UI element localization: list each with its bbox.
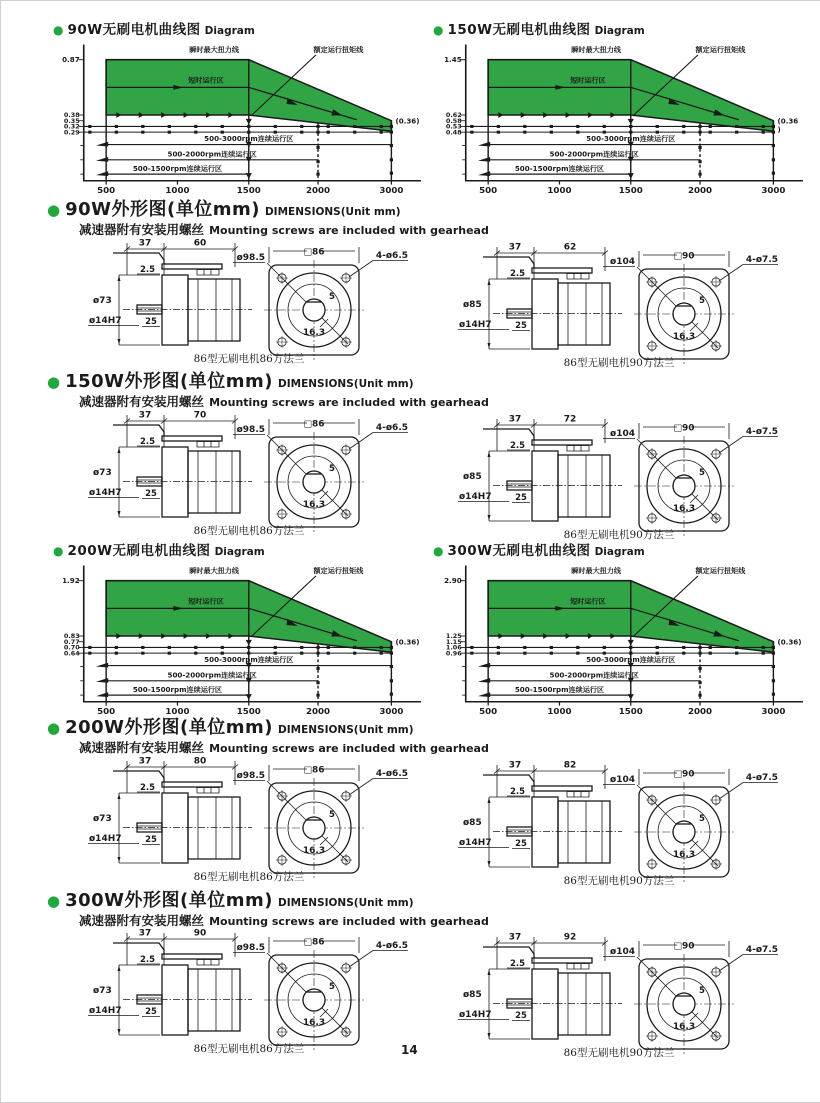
svg-text:4-ø6.5: 4-ø6.5	[375, 251, 408, 261]
svg-text:ø14H7: ø14H7	[459, 838, 492, 848]
heading-dims-150w	[47, 367, 414, 393]
svg-text:0.32: 0.32	[63, 123, 80, 131]
svg-text:短时运行区: 短时运行区	[570, 597, 606, 606]
svg-text:16.3: 16.3	[302, 500, 326, 510]
svg-text:2.5: 2.5	[139, 783, 155, 793]
bullet-icon: ●	[433, 23, 444, 37]
dims-300w-flange86	[67, 923, 412, 1059]
svg-text:25: 25	[145, 1007, 157, 1017]
heading-en: DIMENSIONS(Unit mm)	[278, 897, 414, 909]
svg-text:37: 37	[138, 756, 152, 767]
svg-text:2.5: 2.5	[509, 441, 525, 451]
svg-text:0.96: 0.96	[445, 650, 462, 658]
svg-text:3000: 3000	[379, 185, 404, 196]
svg-text:ø14H7: ø14H7	[89, 488, 122, 498]
svg-text:25: 25	[515, 1011, 527, 1021]
svg-text:2000: 2000	[688, 185, 713, 196]
svg-text:62: 62	[563, 242, 577, 253]
svg-text:86型无刷电机86方法兰: 86型无刷电机86方法兰	[193, 525, 305, 537]
svg-text:4-ø6.5: 4-ø6.5	[375, 941, 408, 951]
svg-text:): )	[777, 126, 781, 135]
svg-text:ø104: ø104	[610, 947, 635, 957]
bullet-icon: ●	[433, 544, 444, 558]
svg-text:500-3000rpm连续运行区: 500-3000rpm连续运行区	[586, 135, 676, 144]
svg-text:0.38: 0.38	[63, 112, 80, 120]
svg-text:3000: 3000	[761, 706, 786, 717]
svg-text:0.29: 0.29	[63, 129, 80, 137]
svg-text:1000: 1000	[165, 185, 190, 196]
svg-text:(0.36: (0.36	[777, 117, 799, 126]
svg-text:0.83: 0.83	[63, 633, 80, 641]
svg-text:1500: 1500	[618, 706, 643, 717]
svg-text:瞬时最大扭力线: 瞬时最大扭力线	[189, 567, 240, 576]
svg-text:4-ø7.5: 4-ø7.5	[745, 945, 778, 955]
svg-text:500-1500rpm连续运行区: 500-1500rpm连续运行区	[132, 164, 223, 173]
subtitle-en: Mounting screws are included with gearhead	[209, 742, 489, 755]
svg-text:500-3000rpm连续运行区: 500-3000rpm连续运行区	[204, 656, 294, 665]
svg-text:86型无刷电机90方法兰: 86型无刷电机90方法兰	[563, 875, 675, 887]
bullet-icon: ●	[47, 201, 61, 219]
svg-text:瞬时最大扭力线: 瞬时最大扭力线	[189, 46, 240, 55]
svg-text:ø85: ø85	[463, 990, 482, 1000]
svg-text:(0.36): (0.36)	[395, 117, 420, 126]
svg-text:□90: □90	[673, 423, 695, 434]
svg-text:(0.36): (0.36)	[777, 638, 802, 647]
svg-text:□86: □86	[303, 419, 325, 430]
heading-en: DIMENSIONS(Unit mm)	[264, 206, 401, 218]
svg-text:86型无刷电机90方法兰: 86型无刷电机90方法兰	[563, 1047, 675, 1059]
svg-text:0.62: 0.62	[445, 112, 462, 120]
svg-text:1.25: 1.25	[445, 633, 462, 641]
svg-text:0.35: 0.35	[63, 118, 80, 125]
heading-cn: 90W外形图(单位mm)	[65, 199, 260, 220]
dims-200w-flange86	[67, 751, 412, 887]
svg-text:4-ø7.5: 4-ø7.5	[745, 773, 778, 783]
svg-text:16.3: 16.3	[672, 504, 696, 514]
dims-90w-flange90	[437, 237, 782, 373]
svg-text:72: 72	[563, 414, 577, 425]
svg-text:ø14H7: ø14H7	[89, 316, 122, 326]
svg-text:ø14H7: ø14H7	[89, 1006, 122, 1016]
svg-text:□86: □86	[303, 765, 325, 776]
dims-150w-flange86	[67, 405, 412, 541]
dimension-drawing	[437, 409, 782, 541]
svg-text:25: 25	[145, 489, 157, 499]
svg-text:500-1500rpm连续运行区: 500-1500rpm连续运行区	[514, 164, 605, 173]
dimension-drawing	[67, 751, 412, 883]
svg-text:1000: 1000	[547, 185, 572, 196]
torque-speed-chart	[43, 554, 425, 718]
svg-text:2.90: 2.90	[444, 577, 462, 586]
svg-text:短时运行区: 短时运行区	[188, 76, 224, 85]
dims-300w-flange90	[437, 927, 782, 1063]
dimension-drawing	[67, 923, 412, 1055]
svg-text:500-3000rpm连续运行区: 500-3000rpm连续运行区	[586, 656, 676, 665]
svg-text:86型无刷电机90方法兰: 86型无刷电机90方法兰	[563, 529, 675, 541]
svg-text:37: 37	[508, 242, 522, 253]
svg-text:ø98.5: ø98.5	[236, 253, 265, 263]
svg-text:2000: 2000	[688, 706, 713, 717]
svg-text:25: 25	[515, 493, 527, 503]
svg-text:(0.36): (0.36)	[395, 638, 420, 647]
subtitle-cn: 减速器附有安装用螺丝	[79, 222, 205, 237]
heading-dims-90w	[47, 195, 401, 221]
svg-text:2.5: 2.5	[139, 265, 155, 275]
dims-200w-flange90	[437, 755, 782, 891]
dimension-drawing	[437, 755, 782, 887]
svg-text:25: 25	[515, 839, 527, 849]
svg-text:3000: 3000	[761, 185, 786, 196]
subtitle-en: Mounting screws are included with gearhead	[209, 396, 489, 409]
svg-text:500-2000rpm连续运行区: 500-2000rpm连续运行区	[167, 150, 257, 159]
svg-text:ø73: ø73	[93, 986, 112, 996]
svg-text:0.48: 0.48	[445, 129, 462, 137]
svg-text:1.15: 1.15	[445, 639, 462, 646]
svg-text:ø98.5: ø98.5	[236, 943, 265, 953]
svg-text:500: 500	[97, 706, 116, 717]
svg-text:70: 70	[193, 410, 207, 421]
subtitle-cn: 减速器附有安装用螺丝	[79, 913, 205, 928]
svg-text:2.5: 2.5	[509, 269, 525, 279]
svg-text:ø104: ø104	[610, 429, 635, 439]
svg-text:37: 37	[138, 238, 152, 249]
dimension-drawing	[437, 237, 782, 369]
curve-chart-200w	[43, 554, 425, 722]
subtitle-cn: 减速器附有安装用螺丝	[79, 394, 205, 409]
heading-en: DIMENSIONS(Unit mm)	[278, 378, 414, 390]
svg-text:0.87: 0.87	[62, 56, 80, 65]
svg-text:37: 37	[508, 932, 522, 943]
svg-text:瞬时最大扭力线: 瞬时最大扭力线	[571, 46, 622, 55]
bullet-icon: ●	[47, 719, 61, 737]
svg-text:37: 37	[138, 928, 152, 939]
svg-text:25: 25	[145, 317, 157, 327]
svg-text:500: 500	[479, 706, 498, 717]
svg-text:5: 5	[699, 468, 705, 478]
svg-text:0.64: 0.64	[63, 650, 80, 658]
svg-text:90: 90	[193, 928, 207, 939]
heading-dims-300w	[47, 886, 414, 912]
svg-text:短时运行区: 短时运行区	[188, 597, 224, 606]
heading-cn: 200W外形图(单位mm)	[65, 717, 273, 738]
svg-text:短时运行区: 短时运行区	[570, 76, 606, 85]
svg-text:37: 37	[508, 760, 522, 771]
dims-90w-flange86	[67, 233, 412, 369]
svg-text:0.77: 0.77	[63, 639, 80, 646]
svg-text:500-1500rpm连续运行区: 500-1500rpm连续运行区	[514, 685, 605, 694]
svg-text:ø85: ø85	[463, 300, 482, 310]
svg-text:1.06: 1.06	[445, 644, 462, 652]
svg-text:2000: 2000	[306, 185, 331, 196]
heading-dims-200w	[47, 713, 414, 739]
svg-text:ø14H7: ø14H7	[459, 320, 492, 330]
dimension-drawing	[67, 405, 412, 537]
svg-text:4-ø6.5: 4-ø6.5	[375, 423, 408, 433]
svg-text:1.92: 1.92	[62, 577, 80, 586]
svg-text:1000: 1000	[165, 706, 190, 717]
heading-en: Diagram	[204, 25, 255, 37]
svg-text:2.5: 2.5	[509, 959, 525, 969]
svg-text:0.53: 0.53	[445, 123, 462, 131]
svg-text:16.3: 16.3	[302, 328, 326, 338]
heading-en: Diagram	[594, 25, 645, 37]
torque-speed-chart	[425, 554, 807, 718]
svg-text:86型无刷电机90方法兰: 86型无刷电机90方法兰	[563, 357, 675, 369]
svg-text:1.45: 1.45	[444, 56, 462, 65]
svg-text:5: 5	[699, 296, 705, 306]
svg-text:16.3: 16.3	[672, 1022, 696, 1032]
svg-text:0.70: 0.70	[63, 644, 80, 652]
heading-cn: 90W无刷电机曲线图	[67, 22, 201, 38]
svg-text:ø85: ø85	[463, 818, 482, 828]
svg-text:额定运行扭矩线: 额定运行扭矩线	[695, 567, 746, 576]
heading-cn: 150W外形图(单位mm)	[65, 371, 273, 392]
svg-text:额定运行扭矩线: 额定运行扭矩线	[313, 567, 364, 576]
svg-text:500-2000rpm连续运行区: 500-2000rpm连续运行区	[167, 671, 257, 680]
heading-en: Diagram	[214, 546, 265, 558]
heading-cn: 300W外形图(单位mm)	[65, 890, 273, 911]
svg-text:86型无刷电机86方法兰: 86型无刷电机86方法兰	[193, 1043, 305, 1055]
svg-text:2.5: 2.5	[139, 437, 155, 447]
bullet-icon: ●	[53, 544, 64, 558]
svg-text:1000: 1000	[547, 706, 572, 717]
svg-text:4-ø6.5: 4-ø6.5	[375, 769, 408, 779]
svg-text:5: 5	[329, 464, 335, 474]
svg-text:25: 25	[145, 835, 157, 845]
svg-text:ø73: ø73	[93, 468, 112, 478]
svg-text:□86: □86	[303, 247, 325, 258]
svg-text:□90: □90	[673, 941, 695, 952]
svg-text:60: 60	[193, 238, 207, 249]
svg-text:5: 5	[699, 814, 705, 824]
svg-text:500-2000rpm连续运行区: 500-2000rpm连续运行区	[549, 150, 639, 159]
svg-text:86型无刷电机86方法兰: 86型无刷电机86方法兰	[193, 871, 305, 883]
svg-text:1500: 1500	[236, 185, 261, 196]
svg-text:80: 80	[193, 756, 207, 767]
svg-text:2.5: 2.5	[509, 787, 525, 797]
bullet-icon: ●	[47, 892, 61, 910]
svg-text:86型无刷电机86方法兰: 86型无刷电机86方法兰	[193, 353, 305, 365]
curve-chart-150w	[425, 33, 807, 201]
heading-cn: 300W无刷电机曲线图	[447, 543, 591, 559]
svg-text:16.3: 16.3	[302, 1018, 326, 1028]
svg-text:500-1500rpm连续运行区: 500-1500rpm连续运行区	[132, 685, 223, 694]
svg-text:ø98.5: ø98.5	[236, 425, 265, 435]
svg-text:额定运行扭矩线: 额定运行扭矩线	[313, 46, 364, 55]
svg-text:ø104: ø104	[610, 775, 635, 785]
dims-150w-flange90	[437, 409, 782, 545]
svg-text:1500: 1500	[236, 706, 261, 717]
svg-text:82: 82	[563, 760, 577, 771]
bullet-icon: ●	[53, 23, 64, 37]
svg-text:ø104: ø104	[610, 257, 635, 267]
svg-text:500: 500	[479, 185, 498, 196]
torque-speed-chart	[425, 33, 807, 197]
subtitle-cn: 减速器附有安装用螺丝	[79, 740, 205, 755]
svg-text:2000: 2000	[306, 706, 331, 717]
svg-text:500: 500	[97, 185, 116, 196]
svg-text:ø14H7: ø14H7	[459, 1010, 492, 1020]
svg-text:额定运行扭矩线: 额定运行扭矩线	[695, 46, 746, 55]
torque-speed-chart	[43, 33, 425, 197]
svg-text:37: 37	[508, 414, 522, 425]
svg-text:ø14H7: ø14H7	[459, 492, 492, 502]
svg-text:2.5: 2.5	[139, 955, 155, 965]
svg-text:37: 37	[138, 410, 152, 421]
svg-text:ø14H7: ø14H7	[89, 834, 122, 844]
heading-cn: 150W无刷电机曲线图	[447, 22, 591, 38]
svg-text:16.3: 16.3	[302, 846, 326, 856]
svg-text:□90: □90	[673, 251, 695, 262]
curve-chart-90w	[43, 33, 425, 201]
svg-text:ø85: ø85	[463, 472, 482, 482]
svg-text:□86: □86	[303, 937, 325, 948]
svg-text:16.3: 16.3	[672, 850, 696, 860]
svg-text:0.58: 0.58	[445, 118, 462, 125]
svg-text:ø73: ø73	[93, 296, 112, 306]
svg-text:4-ø7.5: 4-ø7.5	[745, 255, 778, 265]
svg-text:□90: □90	[673, 769, 695, 780]
svg-text:ø73: ø73	[93, 814, 112, 824]
dimension-drawing	[437, 927, 782, 1059]
page-number: 14	[401, 1043, 418, 1057]
svg-text:25: 25	[515, 321, 527, 331]
svg-text:ø98.5: ø98.5	[236, 771, 265, 781]
subtitle-en: Mounting screws are included with gearhead	[209, 915, 489, 928]
svg-text:16.3: 16.3	[672, 332, 696, 342]
svg-text:5: 5	[329, 982, 335, 992]
svg-text:瞬时最大扭力线: 瞬时最大扭力线	[571, 567, 622, 576]
svg-text:1500: 1500	[618, 185, 643, 196]
svg-text:92: 92	[563, 932, 577, 943]
subtitle-en: Mounting screws are included with gearhead	[209, 224, 489, 237]
heading-en: Diagram	[594, 546, 645, 558]
heading-cn: 200W无刷电机曲线图	[67, 543, 211, 559]
svg-text:5: 5	[329, 292, 335, 302]
svg-text:5: 5	[329, 810, 335, 820]
dimension-drawing	[67, 233, 412, 365]
svg-text:500-3000rpm连续运行区: 500-3000rpm连续运行区	[204, 135, 294, 144]
heading-en: DIMENSIONS(Unit mm)	[278, 724, 414, 736]
curve-chart-300w	[425, 554, 807, 722]
svg-text:5: 5	[699, 986, 705, 996]
svg-text:500-2000rpm连续运行区: 500-2000rpm连续运行区	[549, 671, 639, 680]
bullet-icon: ●	[47, 373, 61, 391]
svg-text:4-ø7.5: 4-ø7.5	[745, 427, 778, 437]
svg-text:3000: 3000	[379, 706, 404, 717]
